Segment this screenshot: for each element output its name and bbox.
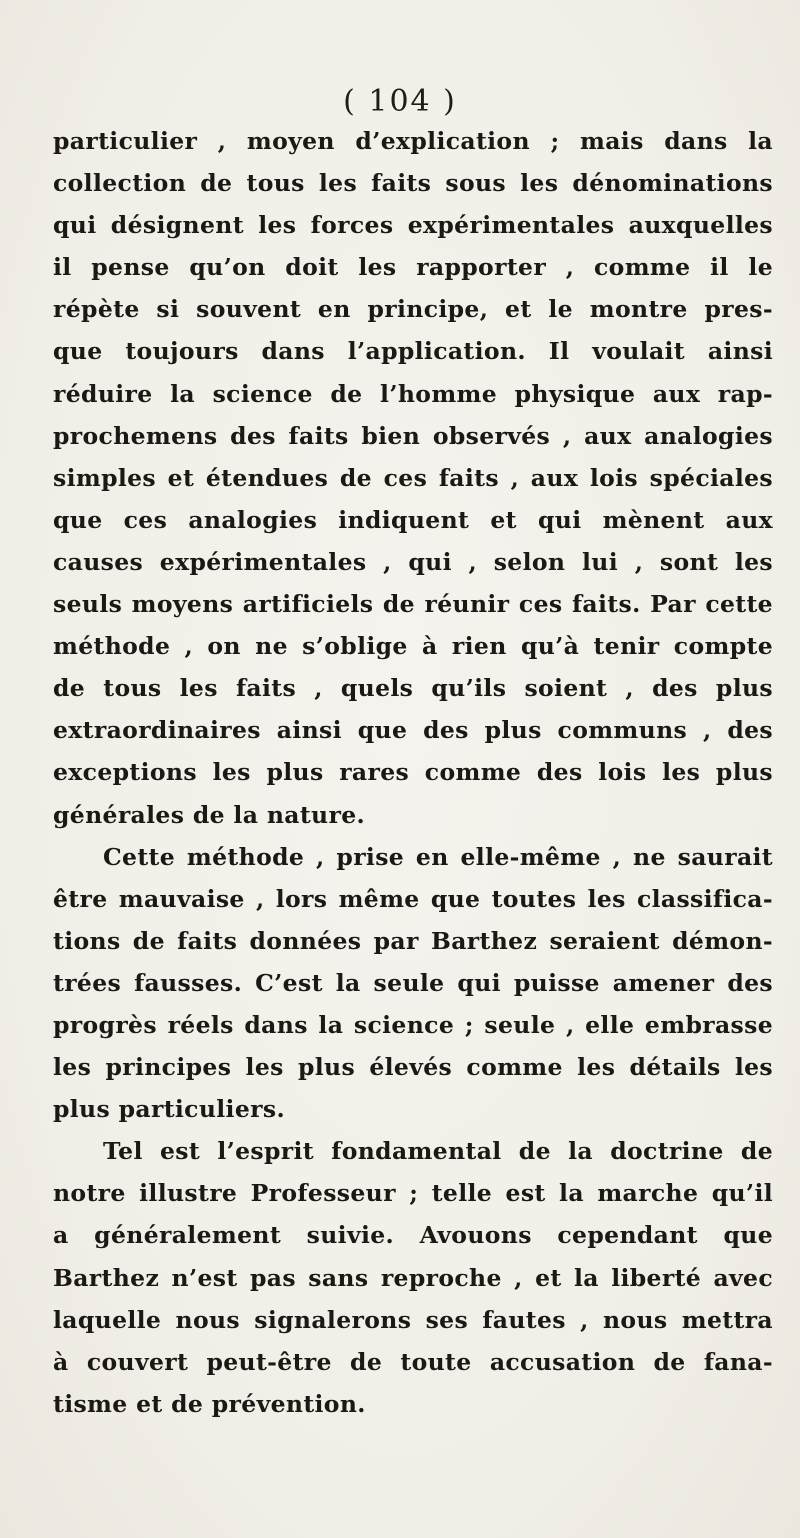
text-line: collection de tous les faits sous les dénominations	[53, 169, 773, 198]
text-line: prochemens des faits bien observés , aux analogies	[53, 421, 773, 450]
text-line: Barthez n’est pas sans reproche , et la liberté avec	[53, 1263, 773, 1292]
text-line: tisme et de prévention.	[53, 1389, 366, 1418]
text-line: simples et étendues de ces faits , aux lois spéciales	[53, 463, 773, 492]
text-line: seuls moyens artificiels de réunir ces faits. Par cette	[53, 590, 773, 619]
text-line: trées fausses. C’est la seule qui puisse amener des	[53, 968, 773, 997]
text-line: laquelle nous signalerons ses fautes , nous mettra	[53, 1305, 773, 1334]
page-number: ( 104 )	[343, 84, 457, 119]
text-line: que ces analogies indiquent et qui mènent aux	[53, 505, 773, 534]
text-line: exceptions les plus rares comme des lois les plus	[53, 758, 773, 787]
text-line: répète si souvent en principe, et le montre pres-	[53, 295, 773, 324]
text-line: Tel est l’esprit fondamental de la doctrine de	[103, 1137, 773, 1166]
text-line: à couvert peut-être de toute accusation de fana-	[53, 1347, 773, 1376]
text-line: réduire la science de l’homme physique aux rap-	[53, 379, 773, 408]
text-line: être mauvaise , lors même que toutes les classifica-	[53, 884, 773, 913]
text-line: tions de faits données par Barthez seraient démon-	[53, 926, 773, 955]
text-line: a généralement suivie. Avouons cependant que	[53, 1221, 773, 1250]
text-line: plus particuliers.	[53, 1095, 285, 1124]
text-line: de tous les faits , quels qu’ils soient , des plus	[53, 674, 773, 703]
text-line: générales de la nature.	[53, 800, 366, 829]
text-line: extraordinaires ainsi que des plus communs , des	[53, 716, 773, 745]
text-line: causes expérimentales , qui , selon lui , sont les	[53, 547, 773, 576]
body-text	[53, 120, 773, 1425]
text-line: notre illustre Professeur ; telle est la marche qu’il	[53, 1179, 773, 1208]
text-line: méthode , on ne s’oblige à rien qu’à tenir compte	[53, 632, 773, 661]
text-line: Cette méthode , prise en elle-même , ne saurait	[103, 842, 773, 871]
text-line: que toujours dans l’application. Il voulait ainsi	[53, 337, 773, 366]
text-line: progrès réels dans la science ; seule , elle embrasse	[53, 1010, 773, 1039]
text-line: particulier , moyen d’explication ; mais dans la	[53, 127, 773, 155]
text-line: qui désignent les forces expérimentales auxquelles	[53, 211, 773, 240]
text-line: les principes les plus élevés comme les détails les	[53, 1053, 773, 1082]
text-line: il pense qu’on doit les rapporter , comme il le	[53, 253, 773, 282]
